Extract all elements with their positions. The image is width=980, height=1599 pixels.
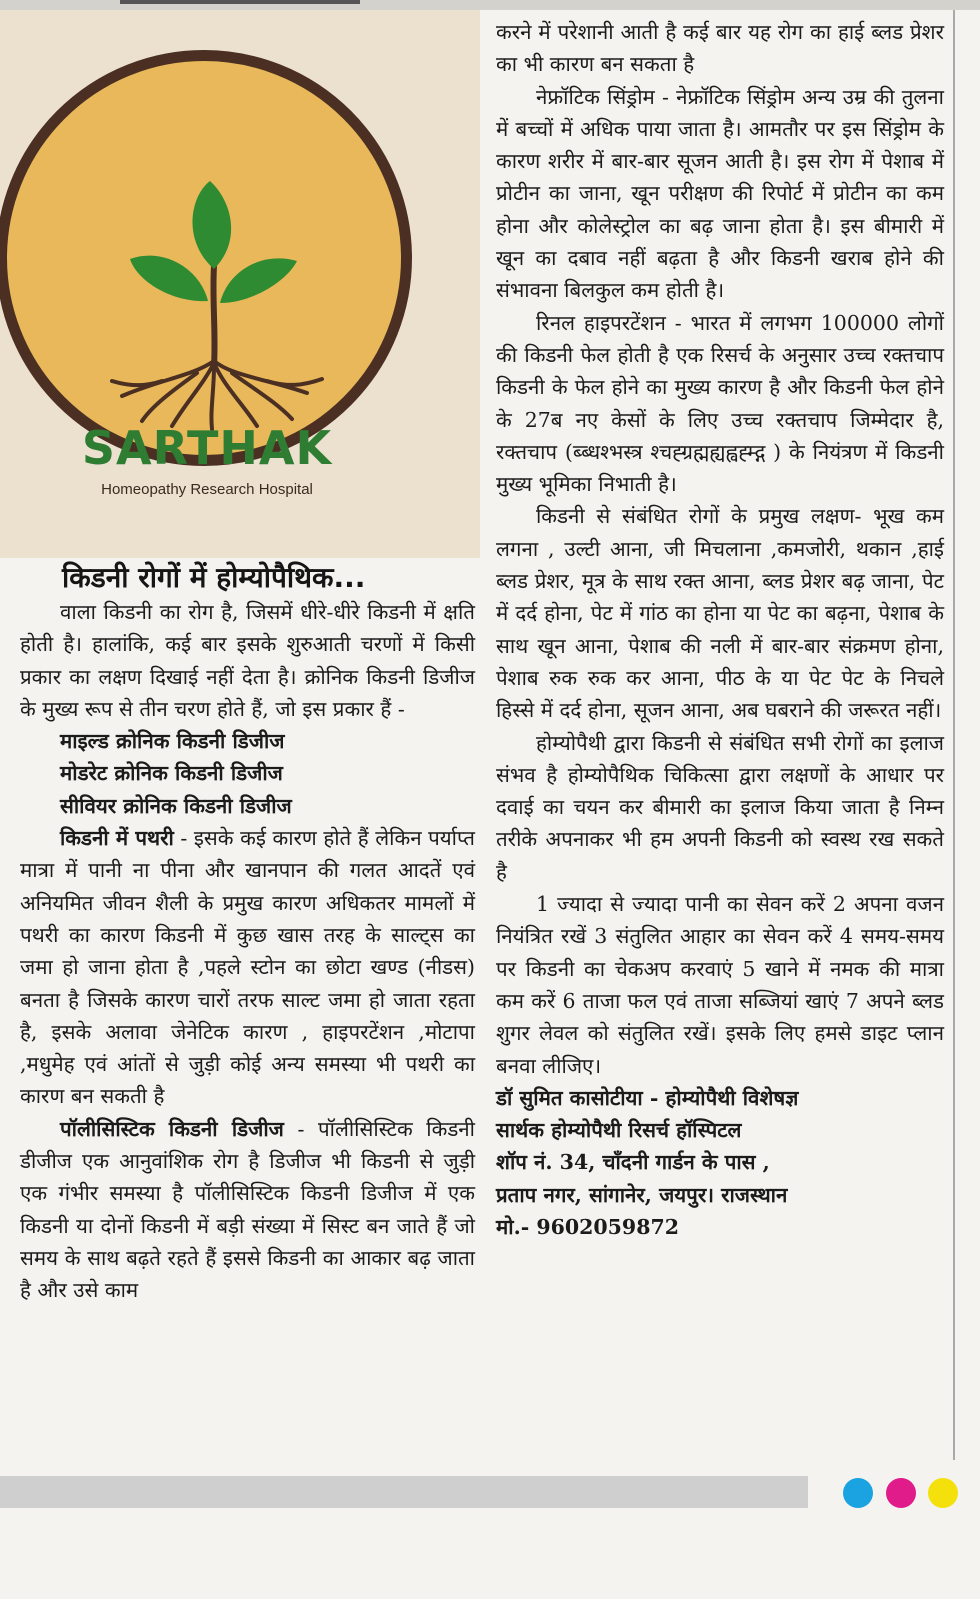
left-column bbox=[20, 596, 475, 1307]
stage-mild: माइल्ड क्रोनिक किडनी डिजीज bbox=[60, 729, 285, 754]
column-divider bbox=[953, 10, 955, 1460]
cyan-register-mark bbox=[843, 1478, 873, 1508]
logo-brand-name: SARTHAK bbox=[81, 421, 333, 475]
magenta-register-mark bbox=[886, 1478, 916, 1508]
logo-subtitle: Homeopathy Research Hospital bbox=[101, 481, 313, 498]
phone-number: मो.- 9602059872 bbox=[496, 1214, 679, 1239]
kidney-stone-paragraph bbox=[20, 822, 475, 1113]
right-paragraph-1: करने में परेशानी आती है कई बार यह रोग का हाई ब्लड प्रेशर का भी कारण बन सकता है bbox=[496, 20, 944, 77]
tips-paragraph: 1 ज्यादा से ज्यादा पानी का सेवन करें 2 अपना वजन नियंत्रित रखें 3 संतुलित आहार का सेवन करें 4 समय-समय पर किडनी का चेकअप करवाएं 5 खाने में नमक की मात्रा कम करें 6 ताजा फल एवं ताजा सब्जियां खाएं 7 अपने ब्लड शुगर लेवल को संतुलित रखें। इसके लिए हमसे डाइट प्लान बनवा लीजिए। bbox=[496, 892, 944, 1078]
symptoms-paragraph: किडनी से संबंधित रोगों के प्रमुख लक्षण- भूख कम लगना , उल्टी आना, जी मिचलाना ,कमजोरी, थकान ,हाई ब्लड प्रेशर, मूत्र के साथ रक्त आना, ब्लड प्रेशर बढ़ जाना, पेट में दर्द होना, पेट में गांठ का होना या पेट का बढ़ना, पेशाब के साथ खून आना, पेशाब की नली में बार-बार संक्रमण होना, पेशाब रुक रुक कर आना, पीठ के या पेट पेट के निचले हिस्से में दर्द होना, सूजन आना, अब घबराने की जरूरत नहीं। bbox=[496, 504, 944, 723]
stage-moderate: मोडरेट क्रोनिक किडनी डिजीज bbox=[60, 761, 283, 786]
hospital-name: सार्थक होम्योपैथी रिसर्च हॉस्पिटल bbox=[496, 1118, 742, 1143]
signature-block bbox=[496, 1082, 944, 1243]
polycystic-text: - पॉलीसिस्टिक किडनी डीजीज एक आनुवांशिक रोग है डिजीज भी किडनी से जुड़ी एक गंभीर समस्या है पॉलीसिस्टिक किडनी डिजीज में एक किडनी या दोनों किडनी में बड़ी संख्या में सिस्ट बन जाते हैं जो समय के साथ बढ़ते रहते हैं इससे किडनी का आकार बढ़ जाता है और उसे काम bbox=[20, 1116, 475, 1303]
left-paragraph-1: वाला किडनी का रोग है, जिसमें धीरे-धीरे किडनी में क्षति होती है। हालांकि, कई बार इसके शुरुआती चरणों में किसी प्रकार का लक्षण दिखाई नहीं देता है। क्रोनिक किडनी डिजीज के मुख्य रूप से तीन चरण होते हैं, जो इस प्रकार हैं - bbox=[20, 600, 475, 721]
right-column bbox=[496, 16, 944, 1243]
logo-panel bbox=[0, 10, 480, 558]
address-line-1: शॉप नं. 34, चाँदनी गार्डन के पास , bbox=[496, 1150, 770, 1175]
stage-severe: सीवियर क्रोनिक किडनी डिजीज bbox=[60, 793, 292, 818]
address-line-2: प्रताप नगर, सांगानेर, जयपुर। राजस्थान bbox=[496, 1182, 788, 1207]
kidney-stone-heading: किडनी में पथरी bbox=[60, 826, 174, 851]
article-headline: किडनी रोगों में होम्योपैथिक... bbox=[62, 561, 366, 594]
nephrotic-paragraph: नेफ्रॉटिक सिंड्रोम - नेफ्रॉटिक सिंड्रोम अन्य उम्र की तुलना में बच्चों में अधिक पाया जाता है। आमतौर पर इस सिंड्रोम के कारण शरीर में बार-बार सूजन आती है। इस रोग में पेशाब में प्रोटीन का जाना, खून परीक्षण की रिपोर्ट में प्रोटीन का कम होना और कोलेस्ट्रोल का बढ़ जाना होता है। इस बीमारी में खून का दबाव नहीं बढ़ता है और किडनी खराब होने की संभावना बिलकुल कम होती है। bbox=[496, 84, 944, 303]
homeopathy-paragraph: होम्योपैथी द्वारा किडनी से संबंधित सभी रोगों का इलाज संभव है होम्योपैथिक चिकित्सा द्वारा लक्षणों के आधार पर दवाई का चयन कर बीमारी का इलाज किया जाता है निम्न तरीके अपनाकर भी हम अपनी किडनी को स्वस्थ रख सकते है bbox=[496, 730, 944, 884]
polycystic-paragraph bbox=[20, 1113, 475, 1307]
doctor-name: डॉ सुमित कासोटीया - होम्योपैथी विशेषज्ञ bbox=[496, 1085, 799, 1110]
top-print-mark bbox=[120, 0, 360, 4]
polycystic-heading: पॉलीसिस्टिक किडनी डिजीज bbox=[60, 1116, 284, 1141]
bottom-print-bar bbox=[0, 1476, 808, 1508]
kidney-stone-text: - इसके कई कारण होते हैं लेकिन पर्याप्त मात्रा में पानी ना पीना और खानपान की गलत आदतें एवं अनियमित जीवन शैली के प्रमुख कारण अधिकतर मामलों में पथरी का कारण किडनी में कुछ खास तरह के साल्ट्स का जमा हो जाना होता है ,पहले स्टोन का छोटा खण्ड (नीडस) बनता है जिसके कारण चारों तरफ साल्ट जमा हो जाता रहता है, इसके अलावा जेनेटिक कारण , हाइपरटेंशन ,मोटापा ,मधुमेह एवं आंतों से जुड़ी कोई अन्य समस्या भी पथरी का कारण बन सकती है bbox=[20, 826, 475, 1109]
logo-circle bbox=[0, 50, 412, 498]
yellow-register-mark bbox=[928, 1478, 958, 1508]
plant-icon bbox=[102, 181, 327, 431]
renal-hypertension-paragraph: रिनल हाइपरटेंशन - भारत में लगभग 100000 लोगों की किडनी फेल होती है एक रिसर्च के अनुसार उच्च रक्तचाप किडनी के फेल होने का मुख्य कारण है और किडनी फेल होने के 27ब नए केसों के लिए उच्च रक्तचाप जिम्मेदार है, रक्तचाप (ब्ब्धश्भस्त्र श्चह्ग्रह्मह्यह्वह्म्द्ग ) के नियंत्रण में किडनी मुख्य भूमिका निभाती है। bbox=[496, 310, 944, 497]
